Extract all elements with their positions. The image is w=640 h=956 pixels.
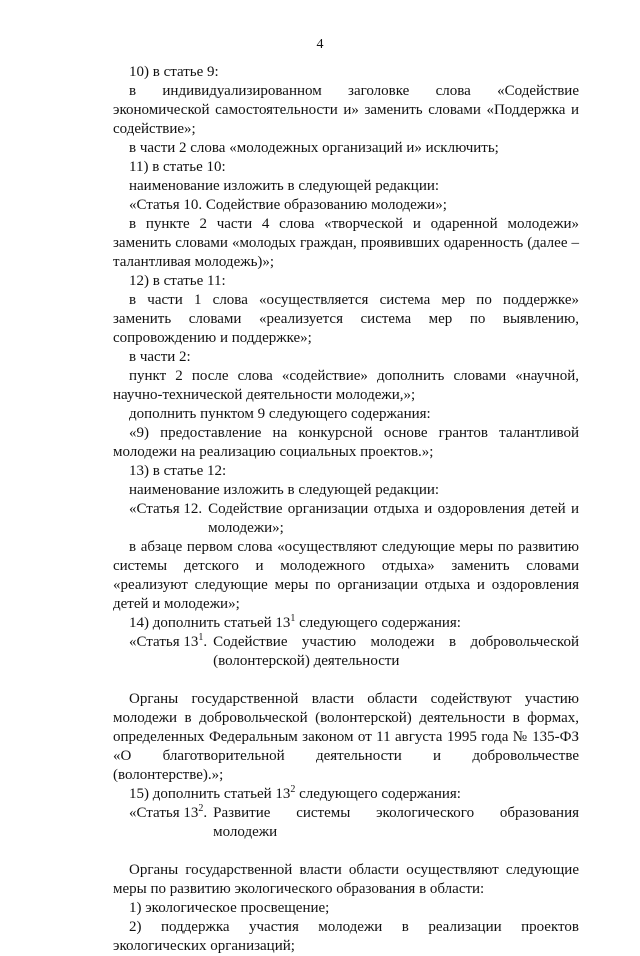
document-body <box>113 63 579 956</box>
article-heading <box>113 804 579 842</box>
superscript: 2 <box>290 784 296 795</box>
paragraph: 12) в статье 11: <box>129 273 226 289</box>
paragraph: наименование изложить в следующей редакции: <box>129 482 440 498</box>
paragraph: «Статья 10. Содействие образованию молодежи»; <box>129 197 447 213</box>
paragraph <box>113 785 579 804</box>
superscript: 1 <box>290 613 296 624</box>
paragraph: 2) поддержка участия молодежи в реализации проектов экологических организаций; <box>113 919 579 954</box>
paragraph <box>113 614 579 633</box>
article-heading-title: Содействие организации отдыха и оздоровления детей и молодежи»; <box>208 501 579 536</box>
text-fragment: «Статья 13 <box>129 805 199 821</box>
article-heading-lead <box>113 804 207 842</box>
paragraph: дополнить пунктом 9 следующего содержания: <box>129 406 431 422</box>
superscript: 1 <box>198 632 204 643</box>
text-fragment: «Статья 13 <box>129 634 199 650</box>
article-heading-title: Содействие участию молодежи в добровольческой (волонтерской) деятельности <box>213 634 579 669</box>
paragraph: 1) экологическое просвещение; <box>129 900 330 916</box>
paragraph: наименование изложить в следующей редакции: <box>129 178 440 194</box>
paragraph: в абзаце первом слова «осуществляют следующие меры по развитию системы детского и молодежного отдыха» заменить словами «реализуют следующие меры по организации отдыха и оздоровления детей и молодежи»; <box>113 539 579 612</box>
paragraph: в пункте 2 части 4 слова «творческой и одаренной молодежи» заменить словами «молодых граждан, проявивших одаренность (далее – талантливая молодежь)»; <box>113 216 579 270</box>
paragraph: Органы государственной власти области содействуют участию молодежи в добровольческой (волонтерской) деятельности в формах, определенных Федеральным законом от 11 августа 1995 года № 135-ФЗ «О благотворительной деятельности и добровольчестве (волонтерстве).»; <box>113 691 579 783</box>
paragraph: в части 2 слова «молодежных организаций и» исключить; <box>129 140 499 156</box>
paragraph: 13) в статье 12: <box>129 463 227 479</box>
article-heading-lead <box>113 633 207 671</box>
text-fragment: следующего содержания: <box>295 615 461 631</box>
paragraph: пункт 2 после слова «содействие» дополнить словами «научной, научно-технической деятельности молодежи,»; <box>113 368 579 403</box>
article-heading-title: Развитие системы экологического образования молодежи <box>213 805 579 840</box>
text-fragment: следующего содержания: <box>295 786 461 802</box>
page-number: 4 <box>316 37 324 52</box>
text-fragment: 14) дополнить статьей 13 <box>129 615 291 631</box>
text-fragment: 15) дополнить статьей 13 <box>129 786 291 802</box>
paragraph: в части 2: <box>129 349 191 365</box>
article-heading <box>113 500 579 538</box>
text-fragment: . <box>203 805 208 821</box>
superscript: 2 <box>198 803 204 814</box>
article-heading <box>113 633 579 671</box>
paragraph: «9) предоставление на конкурсной основе грантов талантливой молодежи на реализацию социальных проектов.»; <box>113 425 579 460</box>
paragraph: в индивидуализированном заголовке слова «Содействие экономической самостоятельности и» заменить словами «Поддержка и содействие»; <box>113 83 579 137</box>
article-heading-lead: «Статья 12. <box>129 501 203 517</box>
paragraph: 11) в статье 10: <box>129 159 226 175</box>
paragraph: Органы государственной власти области осуществляют следующие меры по развитию экологического образования в области: <box>113 862 579 897</box>
paragraph: 10) в статье 9: <box>129 64 219 80</box>
paragraph: в части 1 слова «осуществляется система мер по поддержке» заменить словами «реализуется система мер по выявлению, сопровождению и поддержке»; <box>113 292 579 346</box>
text-fragment: . <box>203 634 208 650</box>
